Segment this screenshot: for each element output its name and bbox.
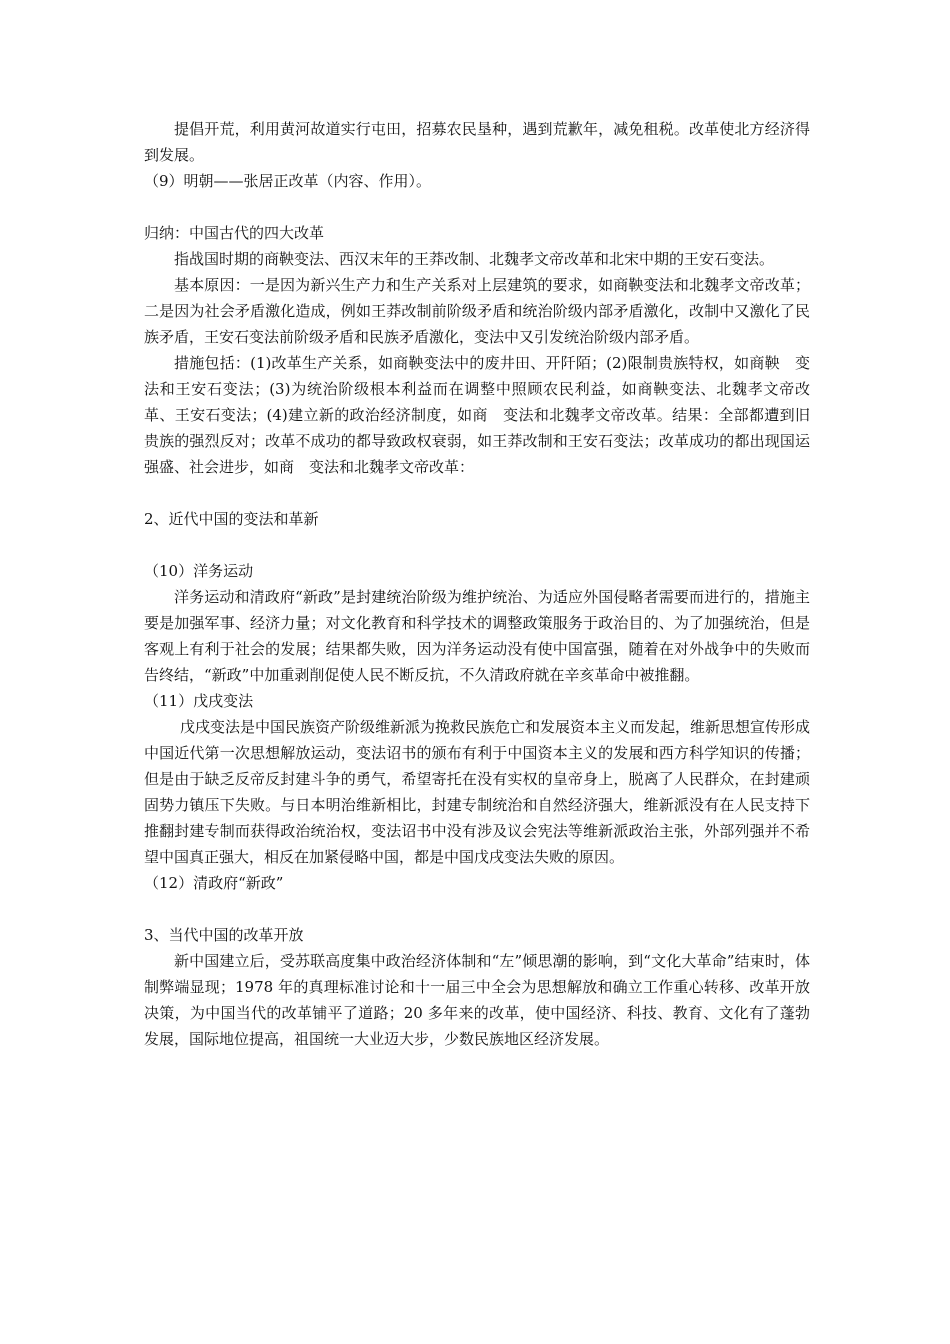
spacer xyxy=(144,532,810,558)
section-heading-modern-china: 2、近代中国的变法和革新 xyxy=(144,510,319,528)
spacer xyxy=(144,194,810,220)
paragraph-four-reforms: 指战国时期的商鞅变法、西汉末年的王莽改制、北魏孝文帝改革和北宋中期的王安石变法。 xyxy=(174,250,775,268)
paragraph-yangwu: 洋务运动和清政府“新政”是封建统治阶级为维护统治、为适应外国侵略者需要而进行的，措施主要是加强军事、经济力量；对文化教育和科学技术的调整政策服务于政治目的、为了加强统治，但是客观上有利于社会的发展；结果都失败，因为洋务运动没有使中国富强，随着在对外战争中的失败而告终结，“新政”中加重剥削促使人民不断反抗，不久清政府就在辛亥革命中被推翻。 xyxy=(144,588,810,684)
section-heading-new-policies: （12）清政府“新政” xyxy=(144,874,284,892)
section-heading-yangwu: （10）洋务运动 xyxy=(144,562,254,580)
spacer xyxy=(144,896,810,922)
paragraph-wuxu: 戊戌变法是中国民族资产阶级维新派为挽救民族危亡和发展资本主义而发起，维新思想宣传形成中国近代第一次思想解放运动，变法诏书的颁布有利于中国资本主义的发展和西方科学知识的传播；但是由于缺乏反帝反封建斗争的勇气，希望寄托在没有实权的皇帝身上，脱离了人民群众，在封建顽固势力镇压下失败。与日本明治维新相比，封建专制统治和自然经济强大，维新派没有在人民支持下推翻封建专制而获得政治统治权，变法诏书中没有涉及议会宪法等维新派政治主张，外部列强并不希望中国真正强大，相反在加紧侵略中国，都是中国戊戌变法失败的原因。 xyxy=(144,718,811,866)
paragraph-tuntian: 提倡开荒，利用黄河故道实行屯田，招募农民垦种，遇到荒歉年，减免租税。改革使北方经济得到发展。 xyxy=(144,120,810,164)
document-body xyxy=(144,116,810,1052)
section-heading-ming-reform: （9）明朝——张居正改革（内容、作用）。 xyxy=(144,172,432,190)
section-heading-wuxu: （11）戊戌变法 xyxy=(144,692,254,710)
spacer xyxy=(144,480,810,506)
summary-heading: 归纳：中国古代的四大改革 xyxy=(144,224,325,242)
paragraph-reform-opening: 新中国建立后，受苏联高度集中政治经济体制和“左”倾思潮的影响，到“文化大革命”结束时，体制弊端显现；1978 年的真理标准讨论和十一届三中全会为思想解放和确立工作重心转移、改革开放决策，为中国当代的改革铺平了道路；20 多年来的改革，使中国经济、科技、教育、文化有了蓬勃发展，国际地位提高，祖国统一大业迈大步，少数民族地区经济发展。 xyxy=(144,952,810,1048)
paragraph-basic-causes: 基本原因：一是因为新兴生产力和生产关系对上层建筑的要求，如商鞅变法和北魏孝文帝改革；二是因为社会矛盾激化造成，例如王莽改制前阶级矛盾和统治阶级内部矛盾激化，改制中又激化了民族矛盾，王安石变法前阶级矛盾和民族矛盾激化，变法中又引发统治阶级内部矛盾。 xyxy=(144,276,810,346)
paragraph-measures-results: 措施包括：(1)改革生产关系，如商鞅变法中的废井田、开阡陌；(2)限制贵族特权，如商鞅 变法和王安石变法；(3)为统治阶级根本利益而在调整中照顾农民利益，如商鞅变法、北魏孝文帝改革、王安石变法；(4)建立新的政治经济制度，如商 变法和北魏孝文帝改革。结果：全部都遭到旧贵族的强烈反对；改革不成功的都导致政权衰弱，如王莽改制和王安石变法；改革成功的都出现国运强盛、社会进步，如商 变法和北魏孝文帝改革： xyxy=(144,354,810,476)
section-heading-reform-opening: 3、当代中国的改革开放 xyxy=(144,926,304,944)
